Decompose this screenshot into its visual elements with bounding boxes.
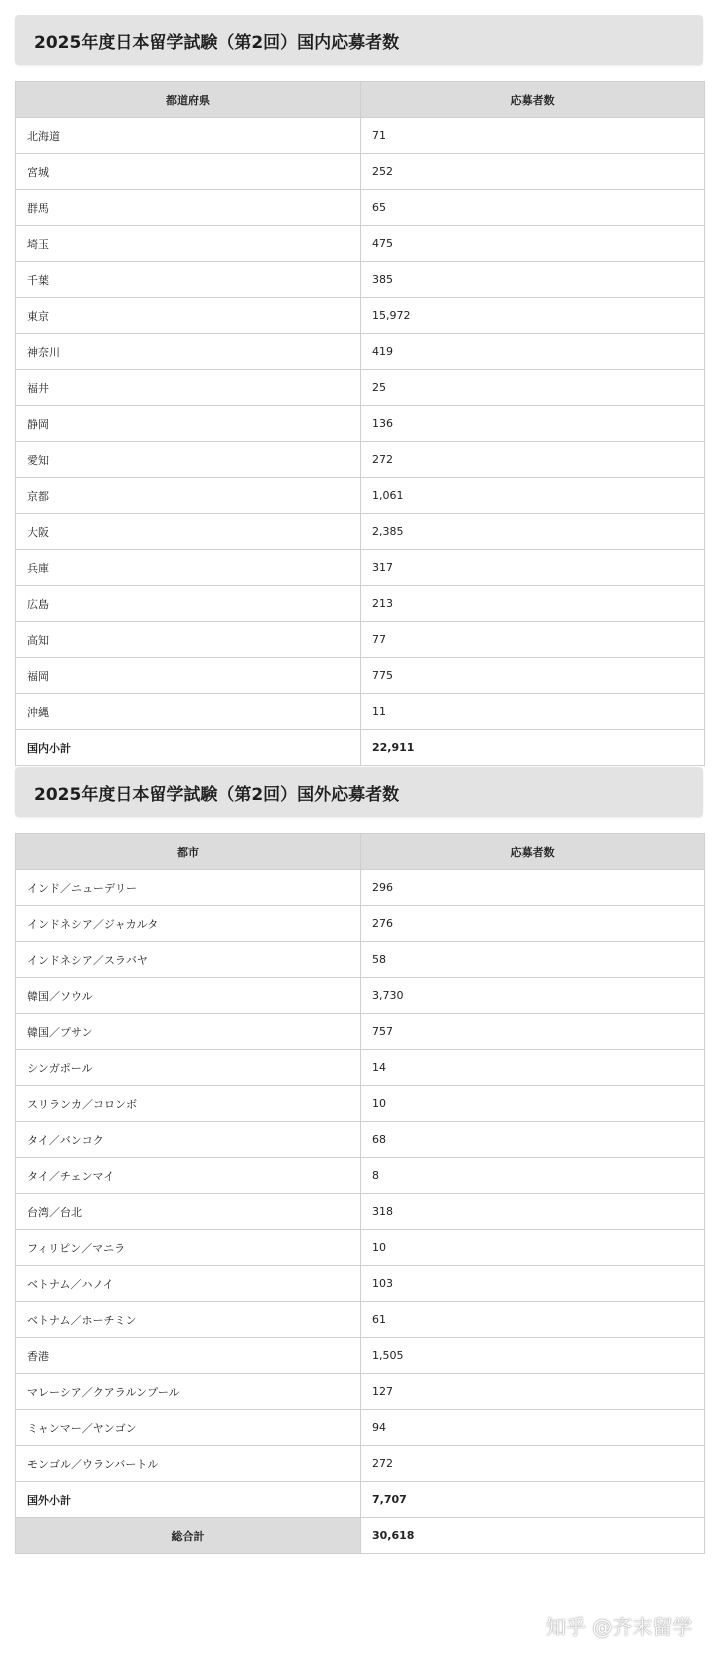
table-row — [16, 118, 705, 154]
applicant-count-cell: 1,505 — [361, 1338, 705, 1374]
prefecture-name-cell: 静岡 — [16, 406, 361, 442]
applicant-count-cell: 775 — [361, 658, 705, 694]
watermark-text: 知乎 @齐末留学 — [546, 1615, 693, 1639]
table-row — [16, 190, 705, 226]
table-row — [16, 1266, 705, 1302]
subtotal-row — [16, 730, 705, 766]
prefecture-name-cell: 群馬 — [16, 190, 361, 226]
prefecture-column-header: 都道府県 — [16, 82, 361, 118]
applicant-count-cell: 71 — [361, 118, 705, 154]
applicant-count-cell: 94 — [361, 1410, 705, 1446]
prefecture-name-cell: 埼玉 — [16, 226, 361, 262]
applicant-count-cell: 103 — [361, 1266, 705, 1302]
prefecture-name-cell: 北海道 — [16, 118, 361, 154]
applicant-count-cell: 419 — [361, 334, 705, 370]
table-row — [16, 658, 705, 694]
applicant-count-cell: 296 — [361, 870, 705, 906]
table-row — [16, 1338, 705, 1374]
domestic-applicants-table — [15, 81, 705, 766]
applicant-count-cell: 65 — [361, 190, 705, 226]
grand-total-label: 総合計 — [16, 1518, 361, 1554]
table-row — [16, 478, 705, 514]
city-name-cell: マレーシア／クアラルンプール — [16, 1374, 361, 1410]
city-name-cell: 香港 — [16, 1338, 361, 1374]
city-column-header: 都市 — [16, 834, 361, 870]
city-name-cell: インドネシア／スラバヤ — [16, 942, 361, 978]
table-row — [16, 978, 705, 1014]
applicant-count-cell: 385 — [361, 262, 705, 298]
city-name-cell: ベトナム／ハノイ — [16, 1266, 361, 1302]
overseas-applicants-table — [15, 833, 705, 1518]
city-name-cell: インドネシア／ジャカルタ — [16, 906, 361, 942]
applicant-count-cell: 272 — [361, 442, 705, 478]
table-row — [16, 586, 705, 622]
table-row — [16, 406, 705, 442]
applicant-count-cell: 3,730 — [361, 978, 705, 1014]
applicant-count-cell: 1,061 — [361, 478, 705, 514]
applicant-count-cell: 757 — [361, 1014, 705, 1050]
prefecture-name-cell: 沖縄 — [16, 694, 361, 730]
applicant-count-cell: 213 — [361, 586, 705, 622]
prefecture-name-cell: 高知 — [16, 622, 361, 658]
applicant-count-cell: 475 — [361, 226, 705, 262]
table-row — [16, 1302, 705, 1338]
table-row — [16, 622, 705, 658]
table-row — [16, 1122, 705, 1158]
prefecture-name-cell: 兵庫 — [16, 550, 361, 586]
prefecture-name-cell: 広島 — [16, 586, 361, 622]
applicant-count-cell: 11 — [361, 694, 705, 730]
applicants-column-header: 応募者数 — [361, 82, 705, 118]
table-row — [16, 226, 705, 262]
city-name-cell: フィリピン／マニラ — [16, 1230, 361, 1266]
table-row — [16, 334, 705, 370]
table-row — [16, 694, 705, 730]
applicant-count-cell: 276 — [361, 906, 705, 942]
table-header-row — [16, 834, 705, 870]
table-row — [16, 442, 705, 478]
table-row — [16, 942, 705, 978]
city-name-cell: インド／ニューデリー — [16, 870, 361, 906]
city-name-cell: シンガポール — [16, 1050, 361, 1086]
table-row — [16, 1194, 705, 1230]
subtotal-value: 22,911 — [361, 730, 705, 766]
table-row — [16, 1374, 705, 1410]
table-row — [16, 514, 705, 550]
table-row — [16, 1086, 705, 1122]
prefecture-name-cell: 大阪 — [16, 514, 361, 550]
subtotal-value: 7,707 — [361, 1482, 705, 1518]
applicant-count-cell: 58 — [361, 942, 705, 978]
prefecture-name-cell: 愛知 — [16, 442, 361, 478]
applicant-count-cell: 77 — [361, 622, 705, 658]
grand-total-row — [16, 1518, 705, 1554]
table-row — [16, 154, 705, 190]
prefecture-name-cell: 宮城 — [16, 154, 361, 190]
prefecture-name-cell: 福井 — [16, 370, 361, 406]
prefecture-name-cell: 千葉 — [16, 262, 361, 298]
city-name-cell: 台湾／台北 — [16, 1194, 361, 1230]
prefecture-name-cell: 福岡 — [16, 658, 361, 694]
applicant-count-cell: 25 — [361, 370, 705, 406]
table-row — [16, 550, 705, 586]
table-header-row — [16, 82, 705, 118]
city-name-cell: モンゴル／ウランバートル — [16, 1446, 361, 1482]
table-row — [16, 262, 705, 298]
overseas-section-title: 2025年度日本留学試験（第2回）国外応募者数 — [15, 767, 703, 817]
applicant-count-cell: 10 — [361, 1086, 705, 1122]
table-row — [16, 1410, 705, 1446]
table-row — [16, 370, 705, 406]
applicant-count-cell: 2,385 — [361, 514, 705, 550]
table-row — [16, 906, 705, 942]
applicant-count-cell: 68 — [361, 1122, 705, 1158]
subtotal-row — [16, 1482, 705, 1518]
table-row — [16, 870, 705, 906]
subtotal-label: 国内小計 — [16, 730, 361, 766]
applicant-count-cell: 127 — [361, 1374, 705, 1410]
applicant-count-cell: 136 — [361, 406, 705, 442]
grand-total-value: 30,618 — [361, 1518, 705, 1554]
city-name-cell: タイ／チェンマイ — [16, 1158, 361, 1194]
applicant-count-cell: 14 — [361, 1050, 705, 1086]
applicant-count-cell: 318 — [361, 1194, 705, 1230]
prefecture-name-cell: 東京 — [16, 298, 361, 334]
applicant-count-cell: 8 — [361, 1158, 705, 1194]
city-name-cell: タイ／バンコク — [16, 1122, 361, 1158]
city-name-cell: 韓国／プサン — [16, 1014, 361, 1050]
grand-total-table — [15, 1517, 705, 1554]
prefecture-name-cell: 神奈川 — [16, 334, 361, 370]
city-name-cell: 韓国／ソウル — [16, 978, 361, 1014]
table-row — [16, 1158, 705, 1194]
domestic-section-title: 2025年度日本留学試験（第2回）国内応募者数 — [15, 15, 703, 65]
table-row — [16, 298, 705, 334]
applicant-count-cell: 317 — [361, 550, 705, 586]
applicant-count-cell: 272 — [361, 1446, 705, 1482]
prefecture-name-cell: 京都 — [16, 478, 361, 514]
subtotal-label: 国外小計 — [16, 1482, 361, 1518]
table-row — [16, 1014, 705, 1050]
table-row — [16, 1230, 705, 1266]
applicant-count-cell: 252 — [361, 154, 705, 190]
city-name-cell: スリランカ／コロンボ — [16, 1086, 361, 1122]
city-name-cell: ミャンマー／ヤンゴン — [16, 1410, 361, 1446]
table-row — [16, 1446, 705, 1482]
table-row — [16, 1050, 705, 1086]
applicant-count-cell: 10 — [361, 1230, 705, 1266]
applicant-count-cell: 15,972 — [361, 298, 705, 334]
applicant-count-cell: 61 — [361, 1302, 705, 1338]
city-name-cell: ベトナム／ホーチミン — [16, 1302, 361, 1338]
applicants-column-header: 応募者数 — [361, 834, 705, 870]
